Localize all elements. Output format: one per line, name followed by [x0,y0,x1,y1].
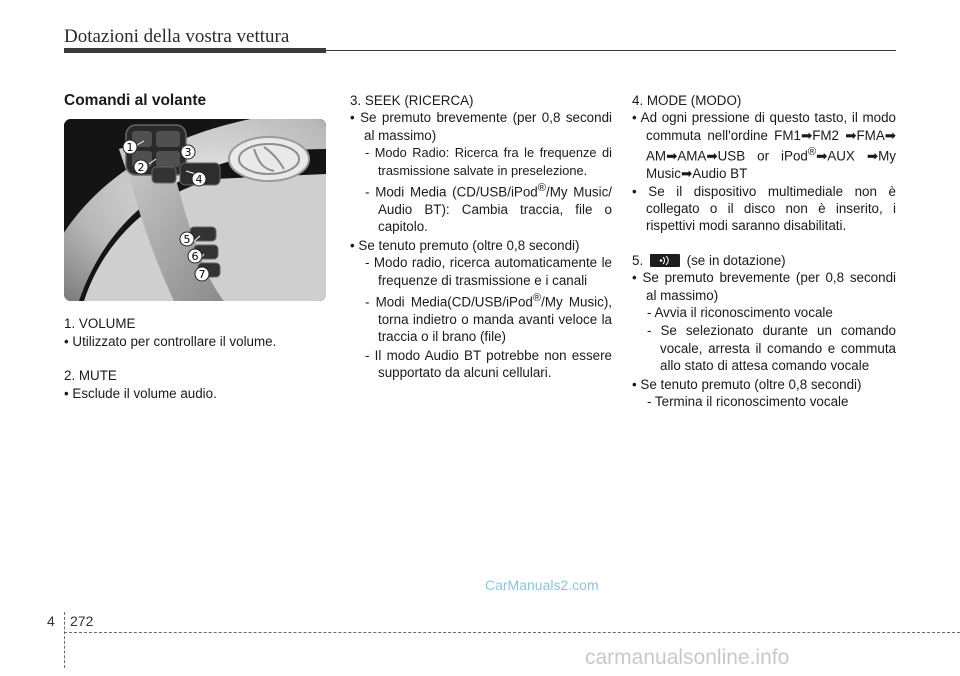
arrow-icon: ➡ [884,127,896,143]
column-left [64,92,326,402]
footer-divider [64,612,65,668]
seek-dash-radio: - Modo Radio: Ricerca fra le frequenze di trasmissione salvate in preselezione. [365,145,612,178]
arrow-icon: ➡ [800,127,813,143]
callout-label: 4 [195,173,203,187]
item-voice-title: 5. (se in dotazione) [632,252,786,268]
seek-bullet-long-press: • Se tenuto premuto (oltre 0,8 secondi) [350,237,580,253]
callout-label: 1 [126,141,134,155]
arrow-icon: ➡ [706,148,718,164]
voice-bullet-short-press: • Se premuto brevemente (per 0,8 secondi al massimo) [632,270,896,303]
page-header-title: Dotazioni della vostra vettura [64,26,290,47]
watermark-carmanualsonline: carmanualsonline.info [585,646,790,669]
seek-bullet-short-press: • Se premuto brevemente (per 0,8 secondi al massimo) [350,110,612,143]
item-mute-bullet: • Esclude il volume audio. [64,385,217,401]
seek-dash-media: - Modi Media (CD/USB/iPod®/My Music/ Audio BT): Cambia traccia, file o capitolo. [365,182,612,235]
voice-dash-start: - Avvia il riconoscimento vocale [647,304,833,320]
page-number: 272 [70,613,94,629]
voice-dash-stop: - Se selezionato durante un comando vocale, arresta il comando e commuta allo stato di attesa comando vocale [647,323,896,374]
column-right [632,92,896,411]
column-middle [350,92,612,382]
mode-bullet-disabled: • Se il dispositivo multimediale non è collegato o il disco non è inserito, i rispettivi modi saranno disabilitati. [632,183,896,234]
callout-label: 3 [184,146,192,160]
registered-mark: ® [537,182,546,195]
callout-label: 7 [198,268,206,282]
header-bar [64,48,326,53]
arrow-icon: ➡ [816,148,828,164]
voice-recognition-icon [650,254,680,267]
voice-bullet-long-press: • Se tenuto premuto (oltre 0,8 secondi) [632,376,862,392]
callout-label: 5 [183,233,191,247]
seek-dash-bt-note: - Il modo Audio BT potrebbe non essere supportato da alcuni cellulari. [365,347,612,381]
callout-label: 2 [137,161,145,175]
mode-bullet-sequence: • Ad ogni pressione di questo tasto, il modo commuta nell'ordine FM1➡FM2 ➡FMA➡ AM➡AMA➡USB or iPod®➡AUX ➡My Music➡Audio BT [632,110,896,182]
item-seek-title: 3. SEEK (RICERCA) [350,93,474,108]
seek-dash-media-ffrew: - Modi Media(CD/USB/iPod®/My Music), torna indietro o manda avanti veloce la traccia o il brano (file) [365,291,612,345]
arrow-icon: ➡ [680,166,693,182]
section-title: Comandi al volante [64,92,207,109]
steering-wheel-figure [64,119,326,301]
chapter-number: 4 [47,613,55,629]
watermark-carmanuals2: CarManuals2.com [485,577,599,593]
callout-label: 6 [191,250,199,264]
item-volume-bullet: • Utilizzato per controllare il volume. [64,333,277,349]
arrow-icon: ➡ [666,148,678,164]
footer-rule [64,632,960,633]
item-mode-title: 4. MODE (MODO) [632,93,742,108]
item-mute-title: 2. MUTE [64,368,117,384]
seek-dash-radio-auto: - Modo radio, ricerca automaticamente le frequenze di trasmissione e i canali [365,255,612,288]
registered-mark: ® [532,291,542,304]
registered-mark: ® [807,146,817,159]
voice-dash-end: - Termina il riconoscimento vocale [647,393,849,409]
steering-wheel-illustration [64,119,326,301]
item-volume-title: 1. VOLUME [64,316,136,332]
header-rule [326,50,896,51]
arrow-icon: ➡ [866,148,879,164]
arrow-icon: ➡ [845,127,857,143]
